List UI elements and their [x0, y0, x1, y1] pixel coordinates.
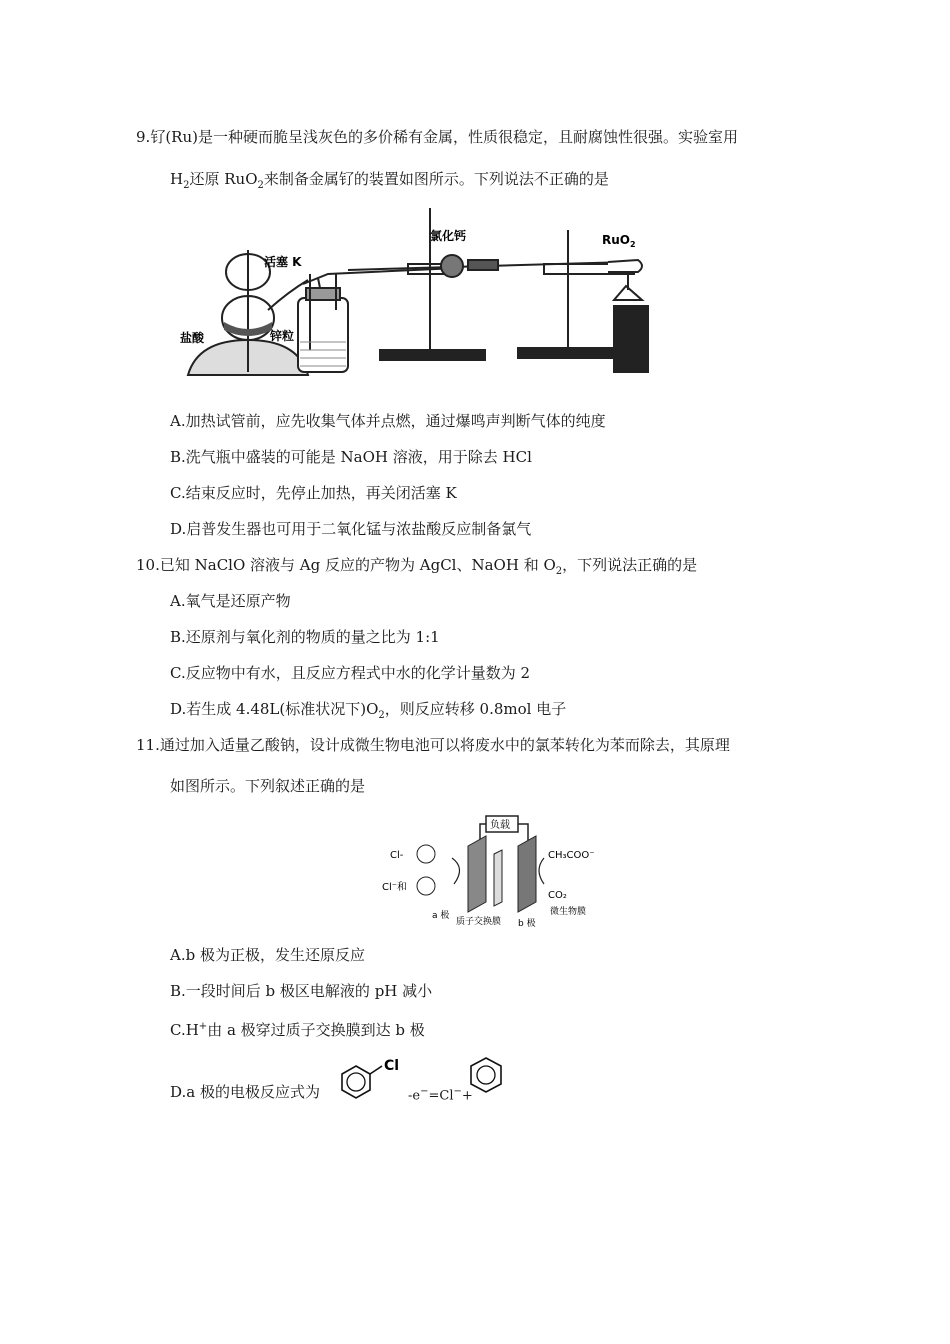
q11-option-c[interactable]: C.H+由 a 极穿过质子交换膜到达 b 极: [170, 1021, 425, 1039]
q10-number: 10.: [136, 556, 160, 574]
benzene-ring-icon: [417, 877, 435, 895]
q9-stem-line1: 9.钌(Ru)是一种硬而脆呈浅灰色的多价稀有金属，性质很稳定，且耐腐蚀性很强。实验室用: [136, 128, 738, 146]
benzene-structure: [466, 1054, 506, 1098]
q9-apparatus-figure: [168, 200, 658, 380]
label-stopcock-k: 活塞 K: [264, 255, 302, 269]
q11-stem-line1: 11.通过加入适量乙酸钠，设计成微生物电池可以将废水中的氯苯转化为苯而除去，其原理: [136, 736, 730, 754]
test-tube-ruo2: [608, 260, 642, 272]
q9-number: 9.: [136, 128, 151, 146]
alcohol-lamp: [614, 274, 648, 372]
q11-option-b[interactable]: B.一段时间后 b 极区电解液的 pH 减小: [170, 982, 433, 1000]
q9-option-d[interactable]: D.启普发生器也可用于二氧化锰与浓盐酸反应制备氯气: [170, 520, 532, 538]
q9-stem-line2: $H_2$还原 RuO$_2$来制备金属钌的装置如图所示。下列说法不正确的是: [170, 170, 609, 191]
q10-option-b[interactable]: B.还原剂与氧化剂的物质的量之比为 1:1: [170, 628, 440, 646]
proton-exchange-membrane: [494, 850, 502, 906]
label-biofilm: 微生物膜: [550, 907, 587, 917]
wash-bottle: [298, 274, 348, 372]
q10-option-c[interactable]: C.反应物中有水，且反应方程式中水的化学计量数为 2: [170, 664, 531, 682]
label-load: 负载: [490, 820, 510, 831]
q11-stem-line2: 如图所示。下列叙述正确的是: [170, 777, 366, 795]
q10-option-a[interactable]: A.氧气是还原产物: [170, 592, 291, 610]
q11-option-a[interactable]: A.b 极为正极，发生还原反应: [170, 946, 365, 964]
chlorobenzene-structure: [338, 1056, 408, 1106]
benzene-ring-icon: [417, 845, 435, 863]
electrode-b: [518, 836, 536, 912]
q9-option-b[interactable]: B.洗气瓶中盛装的可能是 NaOH 溶液，用于除去 HCl: [170, 448, 532, 466]
electrode-a: [468, 836, 486, 912]
q11-number: 11.: [136, 736, 160, 754]
q9-option-c[interactable]: C.结束反应时，先停止加热，再关闭活塞 K: [170, 484, 457, 502]
label-ruo2: RuO$_2$: [602, 233, 636, 249]
label-cl-and: Cl⁻和: [382, 882, 408, 893]
q11-fuel-cell-figure: [368, 806, 618, 934]
q9-option-a[interactable]: A.加热试管前，应先收集气体并点燃，通过爆鸣声判断气体的纯度: [170, 412, 606, 430]
chlorine-label: Cl: [384, 1058, 400, 1074]
q11-option-d[interactable]: D.a 极的电极反应式为: [170, 1083, 320, 1101]
label-chlorobenzene: Cl-: [390, 850, 404, 861]
label-membrane: 质子交换膜: [456, 917, 502, 927]
q10-stem: 10.已知 NaClO 溶液与 Ag 反应的产物为 AgCl、NaOH 和 $O_2$，下列说法正确的是: [136, 556, 698, 577]
label-hcl: 盐酸: [180, 331, 205, 345]
label-calcium-chloride: 氯化钙: [430, 229, 467, 243]
label-electrode-b: b 极: [518, 919, 536, 929]
label-zinc-granules: 锌粒: [270, 329, 295, 343]
q11-option-d-equation: -e−=Cl−+: [408, 1086, 473, 1104]
label-co2: CO₂: [548, 890, 567, 901]
label-electrode-a: a 极: [432, 911, 450, 921]
label-acetate: CH₃COO⁻: [548, 850, 595, 861]
q10-option-d[interactable]: D.若生成 4.48L(标准状况下)$O_2$，则反应转移 0.8mol 电子: [170, 700, 567, 721]
